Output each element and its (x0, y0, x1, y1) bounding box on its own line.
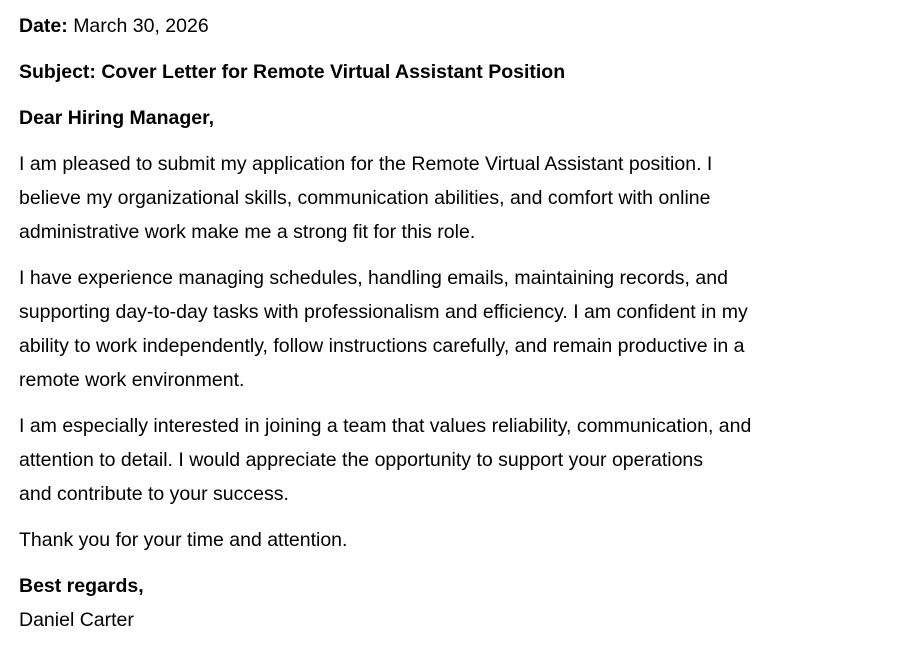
paragraph-line: I am pleased to submit my application for the Remote Virtual Assistant position. I (19, 153, 713, 175)
thank-you-line: Thank you for your time and attention. (19, 529, 348, 551)
paragraph-line: administrative work make me a strong fit for this role. (19, 221, 476, 243)
paragraph-line: ability to work independently, follow instructions carefully, and remain productive in a (19, 335, 745, 357)
paragraph-line: supporting day-to-day tasks with professionalism and efficiency. I am confident in my (19, 301, 748, 323)
paragraph-intro (19, 147, 900, 249)
paragraph-line: attention to detail. I would appreciate the opportunity to support your operations (19, 449, 704, 471)
letter-greeting: Dear Hiring Manager, (19, 107, 215, 129)
letter-subject: Subject: Cover Letter for Remote Virtual Assistant Position (19, 61, 566, 83)
paragraph-line: and contribute to your success. (19, 483, 289, 505)
letter-date (19, 9, 900, 43)
paragraph-line: remote work environment. (19, 369, 245, 391)
signature-name: Daniel Carter (19, 609, 134, 631)
paragraph-line: believe my organizational skills, communication abilities, and comfort with online (19, 187, 711, 209)
paragraph-line: I am especially interested in joining a team that values reliability, communication, and (19, 415, 752, 437)
date-value: March 30, 2026 (73, 15, 209, 37)
paragraph-line: I have experience managing schedules, handling emails, maintaining records, and (19, 267, 728, 289)
date-label: Date: (19, 15, 68, 37)
paragraph-experience (19, 261, 900, 397)
paragraph-interest (19, 409, 900, 511)
signoff: Best regards, (19, 575, 144, 597)
